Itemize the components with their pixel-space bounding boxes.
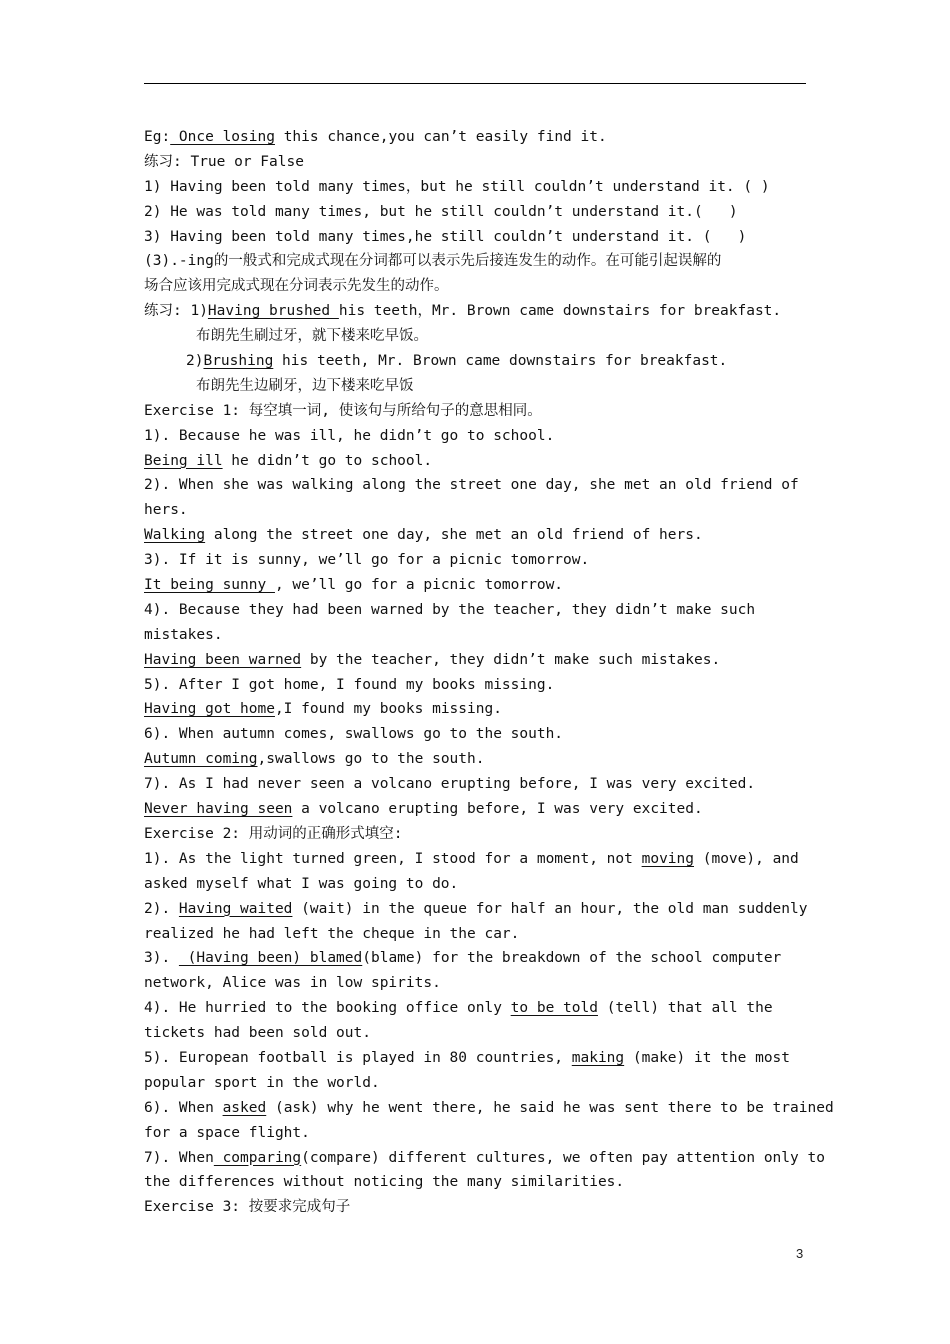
text-span: Exercise 2: 用动词的正确形式填空: xyxy=(144,825,403,842)
text-span: his teeth, Mr. Brown came downstairs for breakfast. xyxy=(273,353,728,370)
text-line xyxy=(144,225,814,250)
text-span: 布朗先生刷过牙，就下楼来吃早饭。 xyxy=(196,328,428,345)
text-span: asked myself what I was going to do. xyxy=(144,875,459,892)
text-span: Eg: xyxy=(144,129,171,145)
text-span: 2). xyxy=(144,900,179,917)
answer-blank: Brushing xyxy=(203,353,274,370)
text-line xyxy=(144,623,814,648)
text-line xyxy=(144,897,814,922)
answer-blank: Having waited xyxy=(178,900,293,917)
text-line xyxy=(144,473,814,498)
text-span: (blame) for the breakdown of the school computer xyxy=(362,950,782,967)
text-line xyxy=(144,922,814,947)
text-span: he didn’t go to school. xyxy=(222,452,433,469)
text-span: network, Alice was in low spirits. xyxy=(144,975,441,992)
text-span: realized he had left the cheque in the car. xyxy=(144,925,520,942)
text-line xyxy=(144,822,814,847)
text-span: tickets had been sold out. xyxy=(144,1025,371,1042)
text-line xyxy=(144,1195,814,1220)
text-span: ,swallows go to the south. xyxy=(257,751,485,768)
text-line xyxy=(144,498,814,523)
text-line xyxy=(144,573,814,598)
answer-blank: It being sunny xyxy=(144,577,275,594)
text-span: (tell) that all the xyxy=(597,1000,773,1017)
text-span: (ask) why he went there, he said he was sent there to be trained xyxy=(266,1099,834,1116)
answer-blank: Having got home xyxy=(144,701,275,718)
text-span: (compare) different cultures, we often pay attention only to xyxy=(301,1149,825,1166)
text-span: (3).-ing的一般式和完成式现在分词都可以表示先后接连发生的动作。在可能引起误解的 xyxy=(144,253,722,270)
text-span: 6). When xyxy=(144,1099,223,1116)
text-span: by the teacher, they didn’t make such mistakes. xyxy=(301,651,721,668)
text-span: a volcano erupting before, I was very excited. xyxy=(292,801,703,818)
text-line xyxy=(144,1046,814,1071)
text-span: 练习: 1) xyxy=(144,303,208,320)
text-line xyxy=(144,175,814,200)
text-span: 1). As the light turned green, I stood for a moment, not xyxy=(144,850,642,867)
text-span: ,I found my books missing. xyxy=(274,701,502,718)
text-span: 6). When autumn comes, swallows go to the south. xyxy=(144,726,564,743)
text-span: 7). As I had never seen a volcano erupting before, I was very excited. xyxy=(144,776,756,793)
text-span: 布朗先生边刷牙，边下楼来吃早饭 xyxy=(196,377,414,394)
text-span: this chance,you can’t easily find it. xyxy=(274,129,607,145)
text-span: 2). When she was walking along the street one day, she met an old friend of xyxy=(144,477,799,494)
text-span: (wait) in the queue for half an hour, the old man suddenly xyxy=(292,900,808,917)
text-span: 5). After I got home, I found my books missing. xyxy=(144,676,555,693)
text-line xyxy=(144,971,814,996)
text-line xyxy=(144,1146,825,1171)
text-line xyxy=(144,1021,814,1046)
text-line xyxy=(144,150,814,175)
text-line xyxy=(144,424,814,449)
text-line xyxy=(144,872,814,897)
text-span: popular sport in the world. xyxy=(144,1074,380,1091)
text-line xyxy=(144,324,814,349)
text-line xyxy=(144,200,814,225)
answer-blank: Being ill xyxy=(144,452,223,469)
text-line xyxy=(144,125,814,150)
text-line xyxy=(144,449,814,474)
text-span: hers. xyxy=(144,502,188,519)
text-span: 3). xyxy=(144,950,179,967)
answer-blank: Autumn coming xyxy=(144,751,258,768)
text-span: the differences without noticing the many similarities. xyxy=(144,1174,625,1191)
text-line xyxy=(144,349,814,374)
answer-blank: asked xyxy=(222,1099,267,1116)
text-span: (make) it the most xyxy=(624,1049,791,1066)
text-span: 4). Because they had been warned by the teacher, they didn’t make such xyxy=(144,601,756,618)
text-line xyxy=(144,249,814,274)
text-line xyxy=(144,673,814,698)
text-span: 5). European football is played in 80 countries, xyxy=(144,1049,572,1066)
text-span: 3). If it is sunny, we’ll go for a picnic tomorrow. xyxy=(144,552,590,569)
answer-blank: (Having been) blamed xyxy=(178,950,363,967)
text-span: mistakes. xyxy=(144,626,223,643)
text-span: his teeth，Mr. Brown came downstairs for breakfast. xyxy=(338,303,782,320)
text-span: 3) Having been told many times,he still couldn’t understand it. ( ) xyxy=(144,228,747,245)
text-span: 4). He hurried to the booking office only xyxy=(144,1000,511,1017)
text-span: Exercise 1: 每空填一词, 使该句与所给句子的意思相同。 xyxy=(144,402,542,419)
document-body xyxy=(144,125,834,1220)
text-line xyxy=(144,648,814,673)
page-number: 3 xyxy=(796,1246,804,1261)
text-line xyxy=(144,797,814,822)
text-span: 练习: True or False xyxy=(144,153,304,170)
text-span: Exercise 3: 按要求完成句子 xyxy=(144,1199,351,1216)
text-line xyxy=(144,996,814,1021)
answer-blank: comparing xyxy=(213,1149,302,1166)
answer-blank: Having been warned xyxy=(144,651,302,668)
answer-blank: to be told xyxy=(510,1000,598,1017)
text-span: 场合应该用完成式现在分词表示先发生的动作。 xyxy=(144,278,449,295)
text-span: 7). When xyxy=(144,1149,214,1166)
text-line xyxy=(144,847,814,872)
text-span: (move), and xyxy=(694,850,799,867)
text-line xyxy=(144,1121,814,1146)
text-span: , we’ll go for a picnic tomorrow. xyxy=(274,577,564,594)
text-span: 1) Having been told many times，but he still couldn’t understand it. ( ) xyxy=(144,178,770,195)
text-span: 2) He was told many times, but he still couldn’t understand it.( ) xyxy=(144,203,738,220)
answer-blank: Never having seen xyxy=(144,801,293,818)
answer-blank: Having brushed xyxy=(207,303,339,320)
text-line xyxy=(144,274,814,299)
text-line xyxy=(144,722,814,747)
text-line xyxy=(144,1071,814,1096)
text-span: along the street one day, she met an old friend of hers. xyxy=(205,527,703,544)
text-span: for a space flight. xyxy=(144,1124,310,1141)
answer-blank: moving xyxy=(641,850,694,867)
answer-blank: making xyxy=(571,1049,625,1066)
header-rule xyxy=(144,83,806,84)
text-line xyxy=(144,747,814,772)
text-line xyxy=(144,1096,834,1121)
text-line xyxy=(144,548,814,573)
text-line xyxy=(144,772,814,797)
text-line xyxy=(144,697,814,722)
text-line xyxy=(144,598,814,623)
text-line xyxy=(144,374,814,399)
text-line xyxy=(144,399,814,424)
text-span: 2) xyxy=(186,353,204,370)
answer-blank: Once losing xyxy=(170,129,275,145)
text-line xyxy=(144,946,814,971)
text-span: 1). Because he was ill, he didn’t go to school. xyxy=(144,427,555,444)
answer-blank: Walking xyxy=(144,527,206,544)
text-line xyxy=(144,523,814,548)
text-line xyxy=(144,1170,814,1195)
text-line xyxy=(144,299,814,324)
